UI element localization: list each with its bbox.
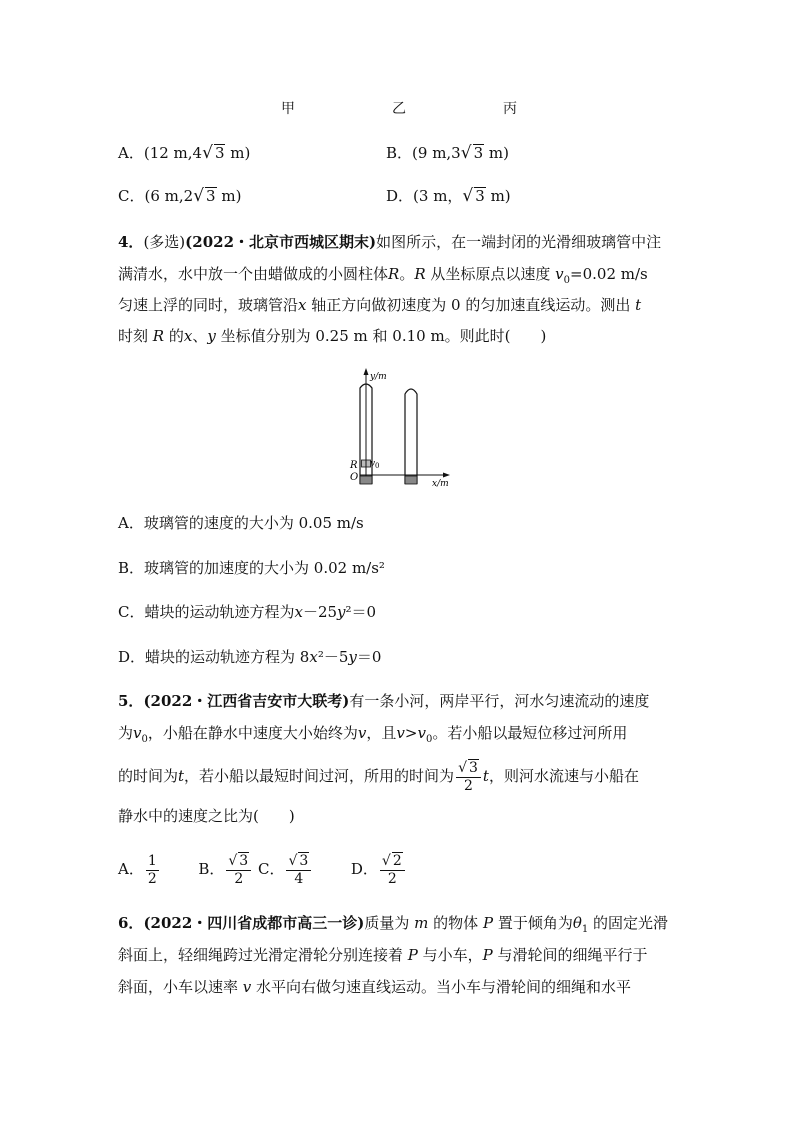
q3-option-b: B．(9 m,3√ 3 m) [386, 143, 509, 163]
q4-stem-line-2: 满清水，水中放一个由蜡做成的小圆柱体R。R 从坐标原点以速度 $v_0=0.02$ m/s [118, 265, 648, 286]
fig-origin-label: O [350, 472, 359, 483]
q4-option-b: B．玻璃管的加速度的大小为 0.02 m/s² [118, 559, 385, 577]
q5-stem-line-2: 为$v_0$，小船在静水中速度大小始终为v，且$v>v_0$。若小船以最短位移过河所用 [118, 724, 628, 745]
q4-stem-line-3: 匀速上浮的同时，玻璃管沿x 轴正方向做初速度为 0 的匀加速直线运动。测出 t [118, 296, 642, 314]
fig-x-label: x/m [432, 479, 449, 489]
x-axis-arrow [443, 473, 450, 478]
q5-stem-line-4: 静水中的速度之比为( ) [118, 807, 295, 825]
q5-stem-line-3: 的时间为t，若小船以最短时间过河，所用的时间为 $\frac{√ 3}{2}$ t，则河水流速与小船在 [118, 760, 639, 794]
fig-v0-sub: 0 [375, 462, 380, 470]
tube-right-base [405, 476, 417, 484]
q3-option-a: A．(12 m,4√ 3 m) [118, 143, 251, 163]
q5-options [118, 848, 407, 890]
caption-yi: 乙 [392, 101, 406, 117]
q3-option-d: D．(3 m，√ 3 m) [386, 186, 511, 206]
fig-v0-label: v [370, 459, 376, 469]
q4-stem-line-1: 4．(多选)(2022・北京市西城区期末)如图所示，在一端封闭的光滑细玻璃管中注 [118, 233, 662, 251]
y-axis-arrow [364, 368, 369, 375]
q4-stem-line-4: 时刻 R 的x、y 坐标值分别为 0.25 m 和 0.10 m。则此时( ) [118, 327, 547, 345]
q5-option-b: B． $\frac{√ 3}{2}$ [198, 860, 253, 878]
q6-stem-line-3: 斜面，小车以速率 v 水平向右做匀速直线运动。当小车与滑轮间的细绳和水平 [118, 978, 632, 996]
fig-y-label: y/m [370, 372, 387, 382]
q4-glass-tube-figure [340, 366, 460, 492]
q6-stem-line-1: 6．(2022・四川省成都市高三一诊)质量为 m 的物体 P 置于倾角为$\theta_1$ 的固定光滑 [118, 914, 669, 935]
tube-left-base [360, 476, 372, 484]
q3-option-c: C．(6 m,2√ 3 m) [118, 186, 242, 206]
caption-bing: 丙 [503, 101, 517, 117]
caption-jia: 甲 [281, 101, 295, 117]
glass-tube-right [405, 389, 417, 484]
q5-option-c: C． $\frac{√ 3}{4}$ [258, 860, 313, 878]
q6-stem-line-2: 斜面上，轻细绳跨过光滑定滑轮分别连接着 P 与小车，P 与滑轮间的细绳平行于 [118, 946, 648, 964]
q4-option-d: D．蜡块的运动轨迹方程为 8x²－5y＝0 [118, 648, 382, 666]
q5-stem-line-1: 5．(2022・江西省吉安市大联考)有一条小河，两岸平行，河水匀速流动的速度 [118, 692, 650, 710]
q5-option-d: D． $\frac{√ 2}{2}$ [351, 860, 407, 878]
q5-option-a: A． $\frac{1}{2}$ [118, 852, 157, 887]
q4-option-a: A．玻璃管的速度的大小为 0.05 m/s [118, 514, 364, 532]
fig-R-label: R [350, 460, 358, 471]
q4-option-c: C．蜡块的运动轨迹方程为x－25y²＝0 [118, 603, 377, 621]
